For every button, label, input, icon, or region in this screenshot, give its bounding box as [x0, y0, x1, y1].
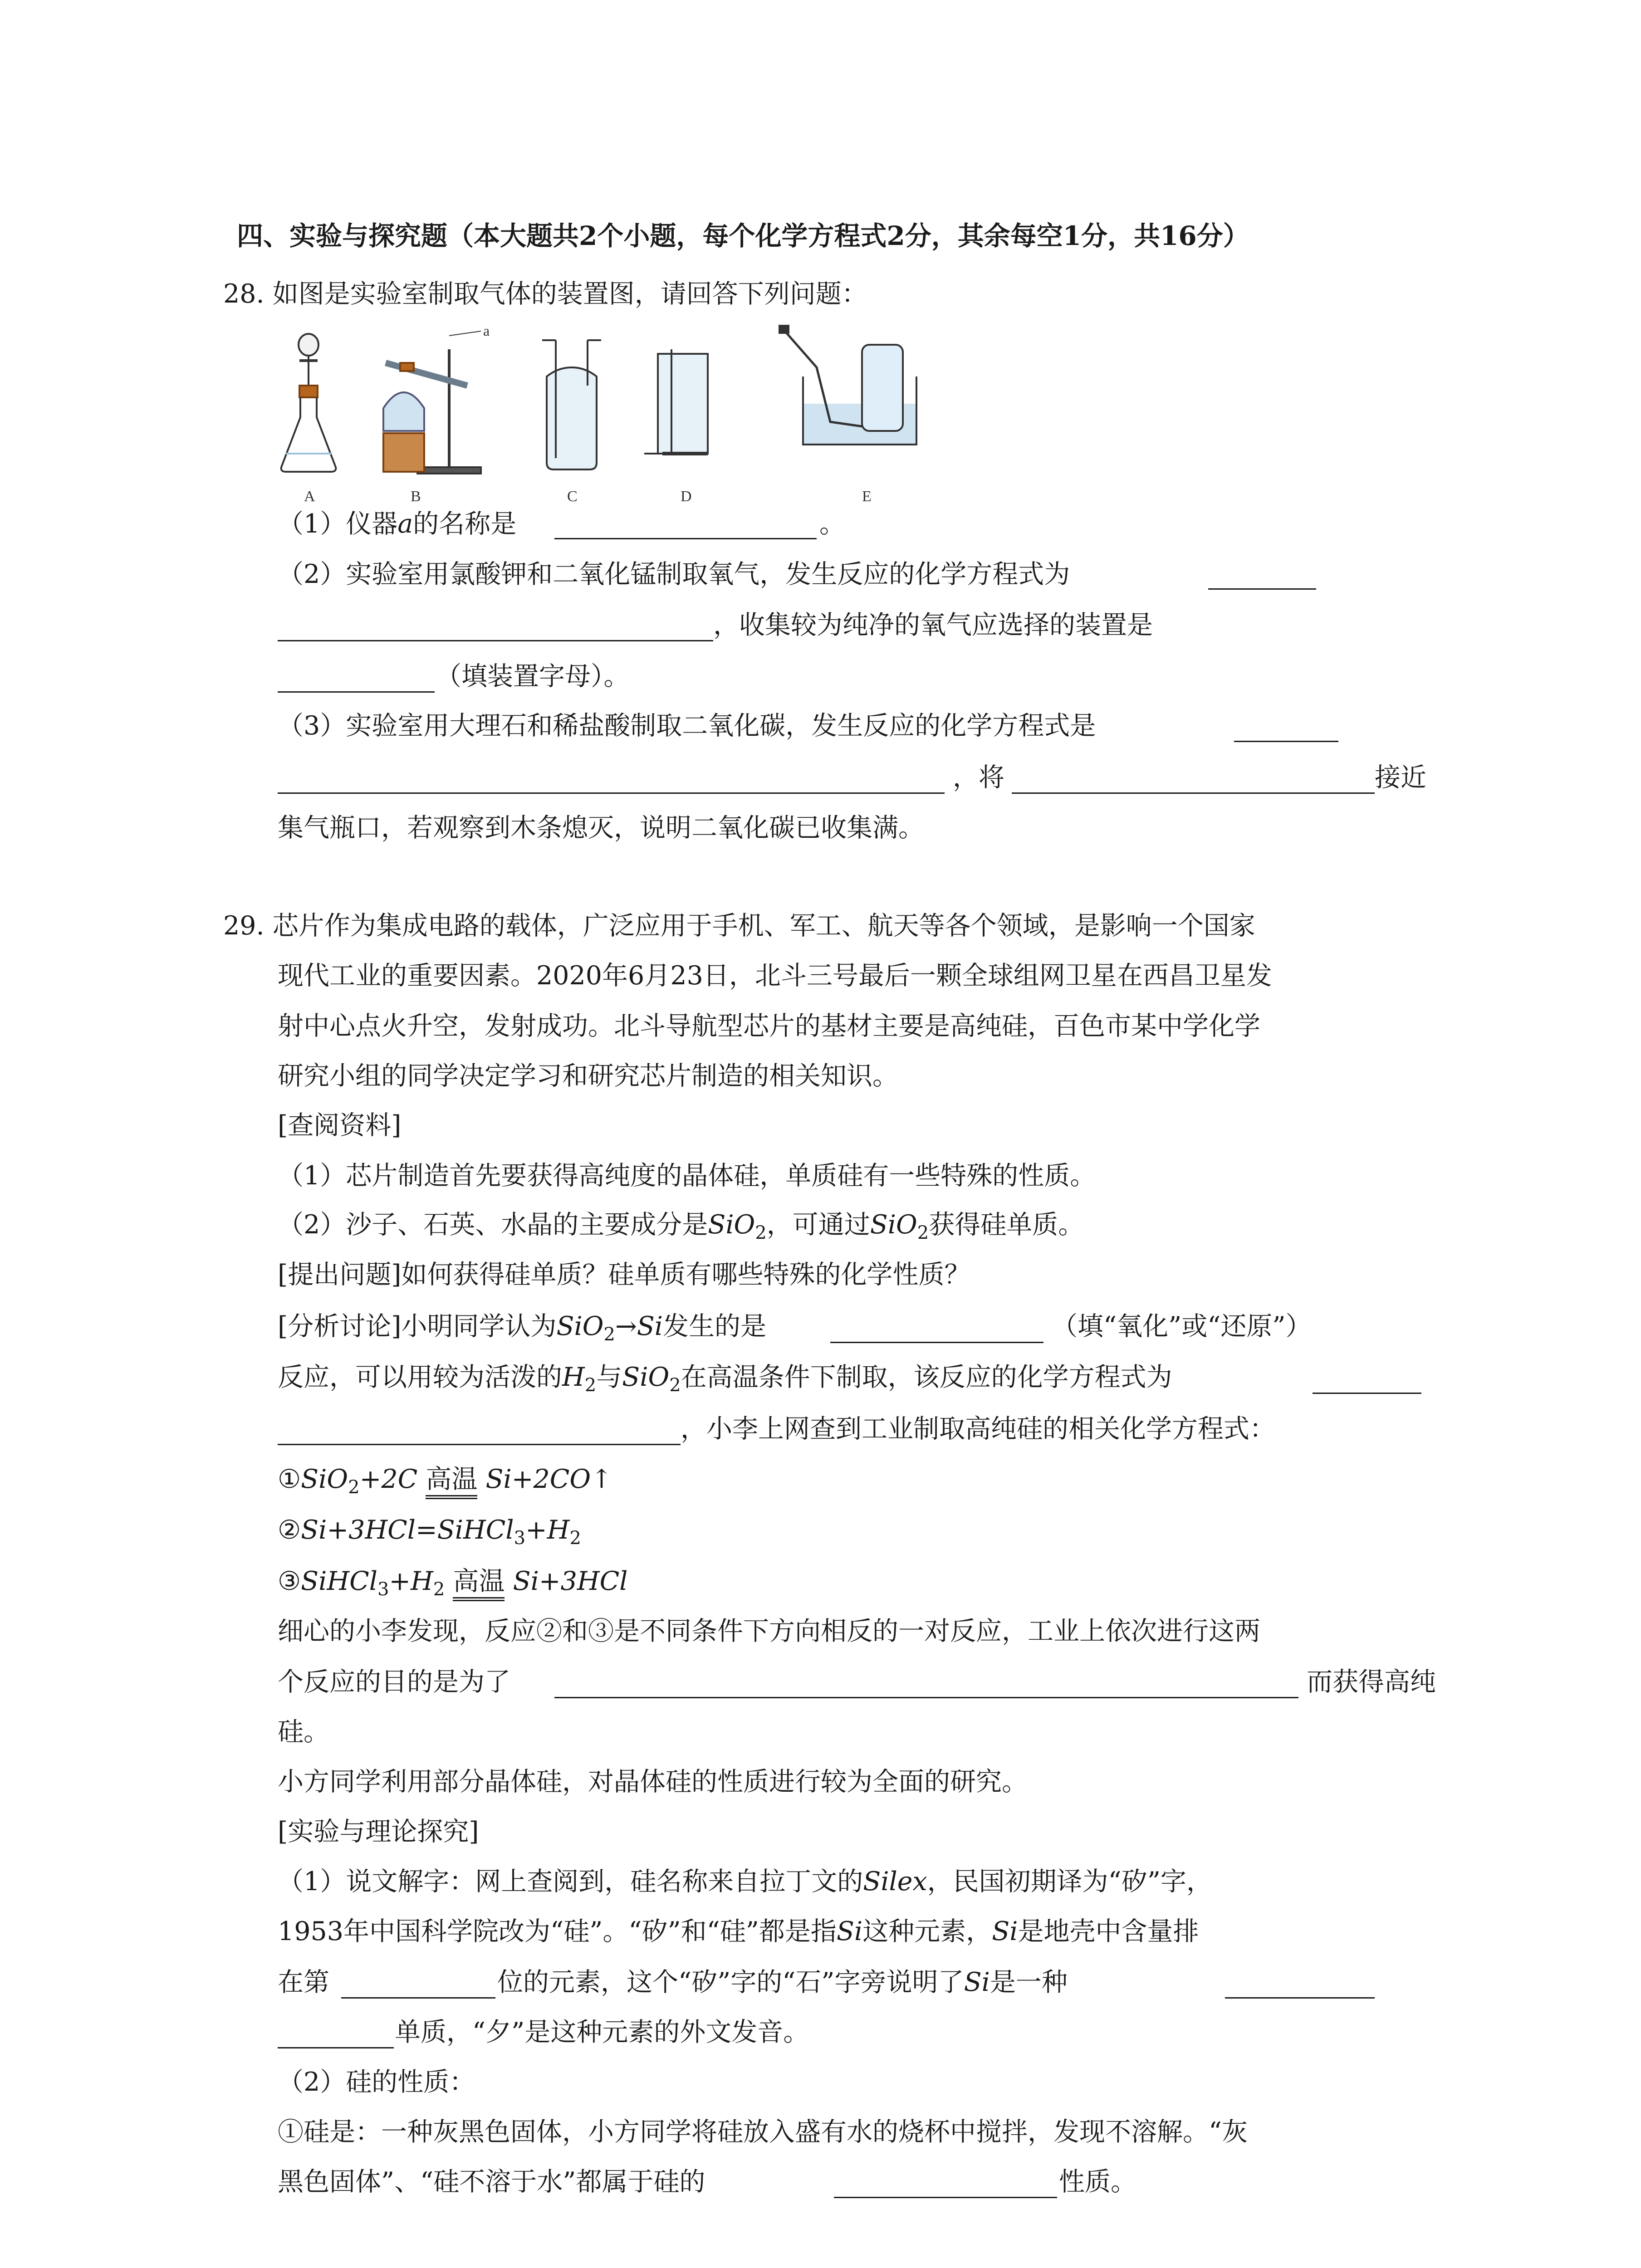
label-b: B: [411, 488, 421, 505]
q29-experiment-p5: （2）硅的性质：: [278, 2067, 475, 2097]
q28-part1: （1）仪器a的名称是: [278, 509, 517, 539]
apparatus-a-flask: [281, 334, 336, 472]
q28-part3-line3: 集气瓶口，若观察到木条熄灭，说明二氧化碳已收集满。: [278, 813, 924, 843]
q29-lookup-title: [查阅资料]: [278, 1110, 402, 1140]
q29-blank-h2-equation[interactable]: [1313, 1393, 1421, 1394]
q29-intro-2: 现代工业的重要因素。2020年6月23日，北斗三号最后一颗全球组网卫星在西昌卫星发: [278, 961, 1272, 991]
pointer-a: a: [483, 323, 490, 339]
q29-observe-line3: 硅。: [278, 1717, 329, 1747]
q28-blank-collector[interactable]: [278, 691, 435, 693]
q28-part2-line1: （2）实验室用氯酸钾和二氧化锰制取氧气，发生反应的化学方程式为: [278, 559, 1070, 589]
q28-stem: 28. 如图是实验室制取气体的装置图，请回答下列问题：: [223, 279, 867, 309]
q29-experiment-p6: ①硅是：一种灰黑色固体，小方同学将硅放入盛有水的烧杯中搅拌，发现不溶解。“灰: [278, 2117, 1248, 2147]
q29-experiment-p4: 单质，“夕”是这种元素的外文发音。: [395, 2017, 809, 2047]
q28-blank-test-method[interactable]: [1012, 792, 1375, 794]
label-c: C: [567, 488, 578, 505]
q29-blank-property[interactable]: [834, 2197, 1057, 2198]
q29-lookup-item2: （2）沙子、石英、水晶的主要成分是SiO$_2$，可通过SiO$_2$获得硅单质。: [278, 1210, 1084, 1243]
label-e: E: [862, 488, 872, 505]
q29-analysis-line2: 反应，可以用较为活泼的$H_2$与SiO$_2$在高温条件下制取，该反应的化学方程式为: [278, 1362, 1172, 1396]
apparatus-c-bottle: [542, 340, 601, 469]
q29-question: [提出问题]如何获得硅单质？硅单质有哪些特殊的化学性质？: [278, 1260, 970, 1290]
q29-equation-3: $③SiHCl_3+H_2$ 高温 Si+3HCl: [278, 1566, 628, 1600]
q29-analysis-line1: [分析讨论]小明同学认为SiO$_2$→Si发生的是: [278, 1311, 766, 1345]
q29-experiment-p7a: 黑色固体”、“硅不溶于水”都属于硅的: [278, 2167, 705, 2197]
label-a: A: [304, 488, 315, 505]
q29-experiment-p3a: 在第: [278, 1967, 329, 1997]
q29-blank-h2-equation-cont[interactable]: [278, 1444, 681, 1445]
q29-analysis-hint: （填“氧化”或“还原”）: [1052, 1311, 1312, 1341]
apparatus-e-trough: [779, 326, 916, 445]
q29-observe-line2a: 个反应的目的是为了: [278, 1667, 510, 1697]
q28-part3-comma: ，将: [953, 763, 1004, 792]
q29-blank-purpose[interactable]: [554, 1697, 1298, 1698]
lab-apparatus-figure: [272, 318, 962, 508]
q29-blank-element-kind-cont[interactable]: [278, 2047, 394, 2048]
q29-experiment-p2: 1953年中国科学院改为“硅”。“矽”和“硅”都是指Si这种元素，Si是地壳中含量排: [278, 1916, 1199, 1946]
q28-part2-line2: ，收集较为纯净的氧气应选择的装置是: [713, 610, 1153, 640]
q28-blank-instrument[interactable]: [554, 538, 817, 539]
q29-equation-1: ①SiO$_2$+2C 高温 Si+2CO↑: [278, 1464, 612, 1498]
q29-experiment-p7b: 性质。: [1059, 2167, 1136, 2197]
q29-analysis-line3: ，小李上网查到工业制取高纯硅的相关化学方程式：: [681, 1414, 1275, 1444]
apparatus-b-heater: [383, 331, 481, 474]
q28-blank-co2-equation[interactable]: [1234, 741, 1338, 742]
q29-observe-line4: 小方同学利用部分晶体硅，对晶体硅的性质进行较为全面的研究。: [278, 1767, 1028, 1797]
q29-observe-line2b: 而获得高纯: [1307, 1667, 1436, 1697]
q29-intro-3: 射中心点火升空，发射成功。北斗导航型芯片的基材主要是高纯硅，百色市某中学化学: [278, 1011, 1260, 1041]
q28-blank-o2-equation-cont[interactable]: [278, 640, 713, 641]
q28-part3-line1: （3）实验室用大理石和稀盐酸制取二氧化碳，发生反应的化学方程式是: [278, 711, 1096, 741]
q28-blank-co2-equation-cont[interactable]: [278, 792, 945, 794]
q29-experiment-p1: （1）说文解字：网上查阅到，硅名称来自拉丁文的Silex，民国初期译为“矽”字，: [278, 1867, 1212, 1897]
apparatus-d-bottle: [644, 349, 708, 454]
q29-experiment-p3b: 位的元素，这个“矽”字的“石”字旁说明了Si是一种: [497, 1967, 1068, 1997]
q29-observe-line1: 细心的小李发现，反应②和③是不同条件下方向相反的一对反应，工业上依次进行这两: [278, 1616, 1260, 1646]
q28-part2-line3: （填装置字母）。: [436, 661, 630, 691]
q29-blank-element-kind[interactable]: [1225, 1997, 1375, 1999]
q28-part3-near: 接近: [1375, 763, 1426, 792]
q29-lookup-item1: （1）芯片制造首先要获得高纯度的晶体硅，单质硅有一些特殊的性质。: [278, 1161, 1096, 1191]
section-heading: 四、实验与探究题（本大题共2个小题，每个化学方程式2分，其余每空1分，共16分）: [237, 220, 1249, 251]
q29-intro-1: 29. 芯片作为集成电路的载体，广泛应用于手机、军工、航天等各个领域，是影响一个国家: [223, 911, 1255, 941]
q28-blank-o2-equation[interactable]: [1208, 588, 1316, 590]
q29-experiment-title: [实验与理论探究]: [278, 1817, 479, 1847]
label-d: D: [681, 488, 692, 505]
q29-equation-2: $②Si+3HCl=SiHCl_3+H_2$: [278, 1515, 581, 1549]
q29-blank-reaction-type[interactable]: [830, 1342, 1043, 1343]
q28-part1-end: 。: [819, 509, 845, 539]
q29-intro-4: 研究小组的同学决定学习和研究芯片制造的相关知识。: [278, 1061, 898, 1091]
q29-blank-rank[interactable]: [341, 1997, 495, 1999]
